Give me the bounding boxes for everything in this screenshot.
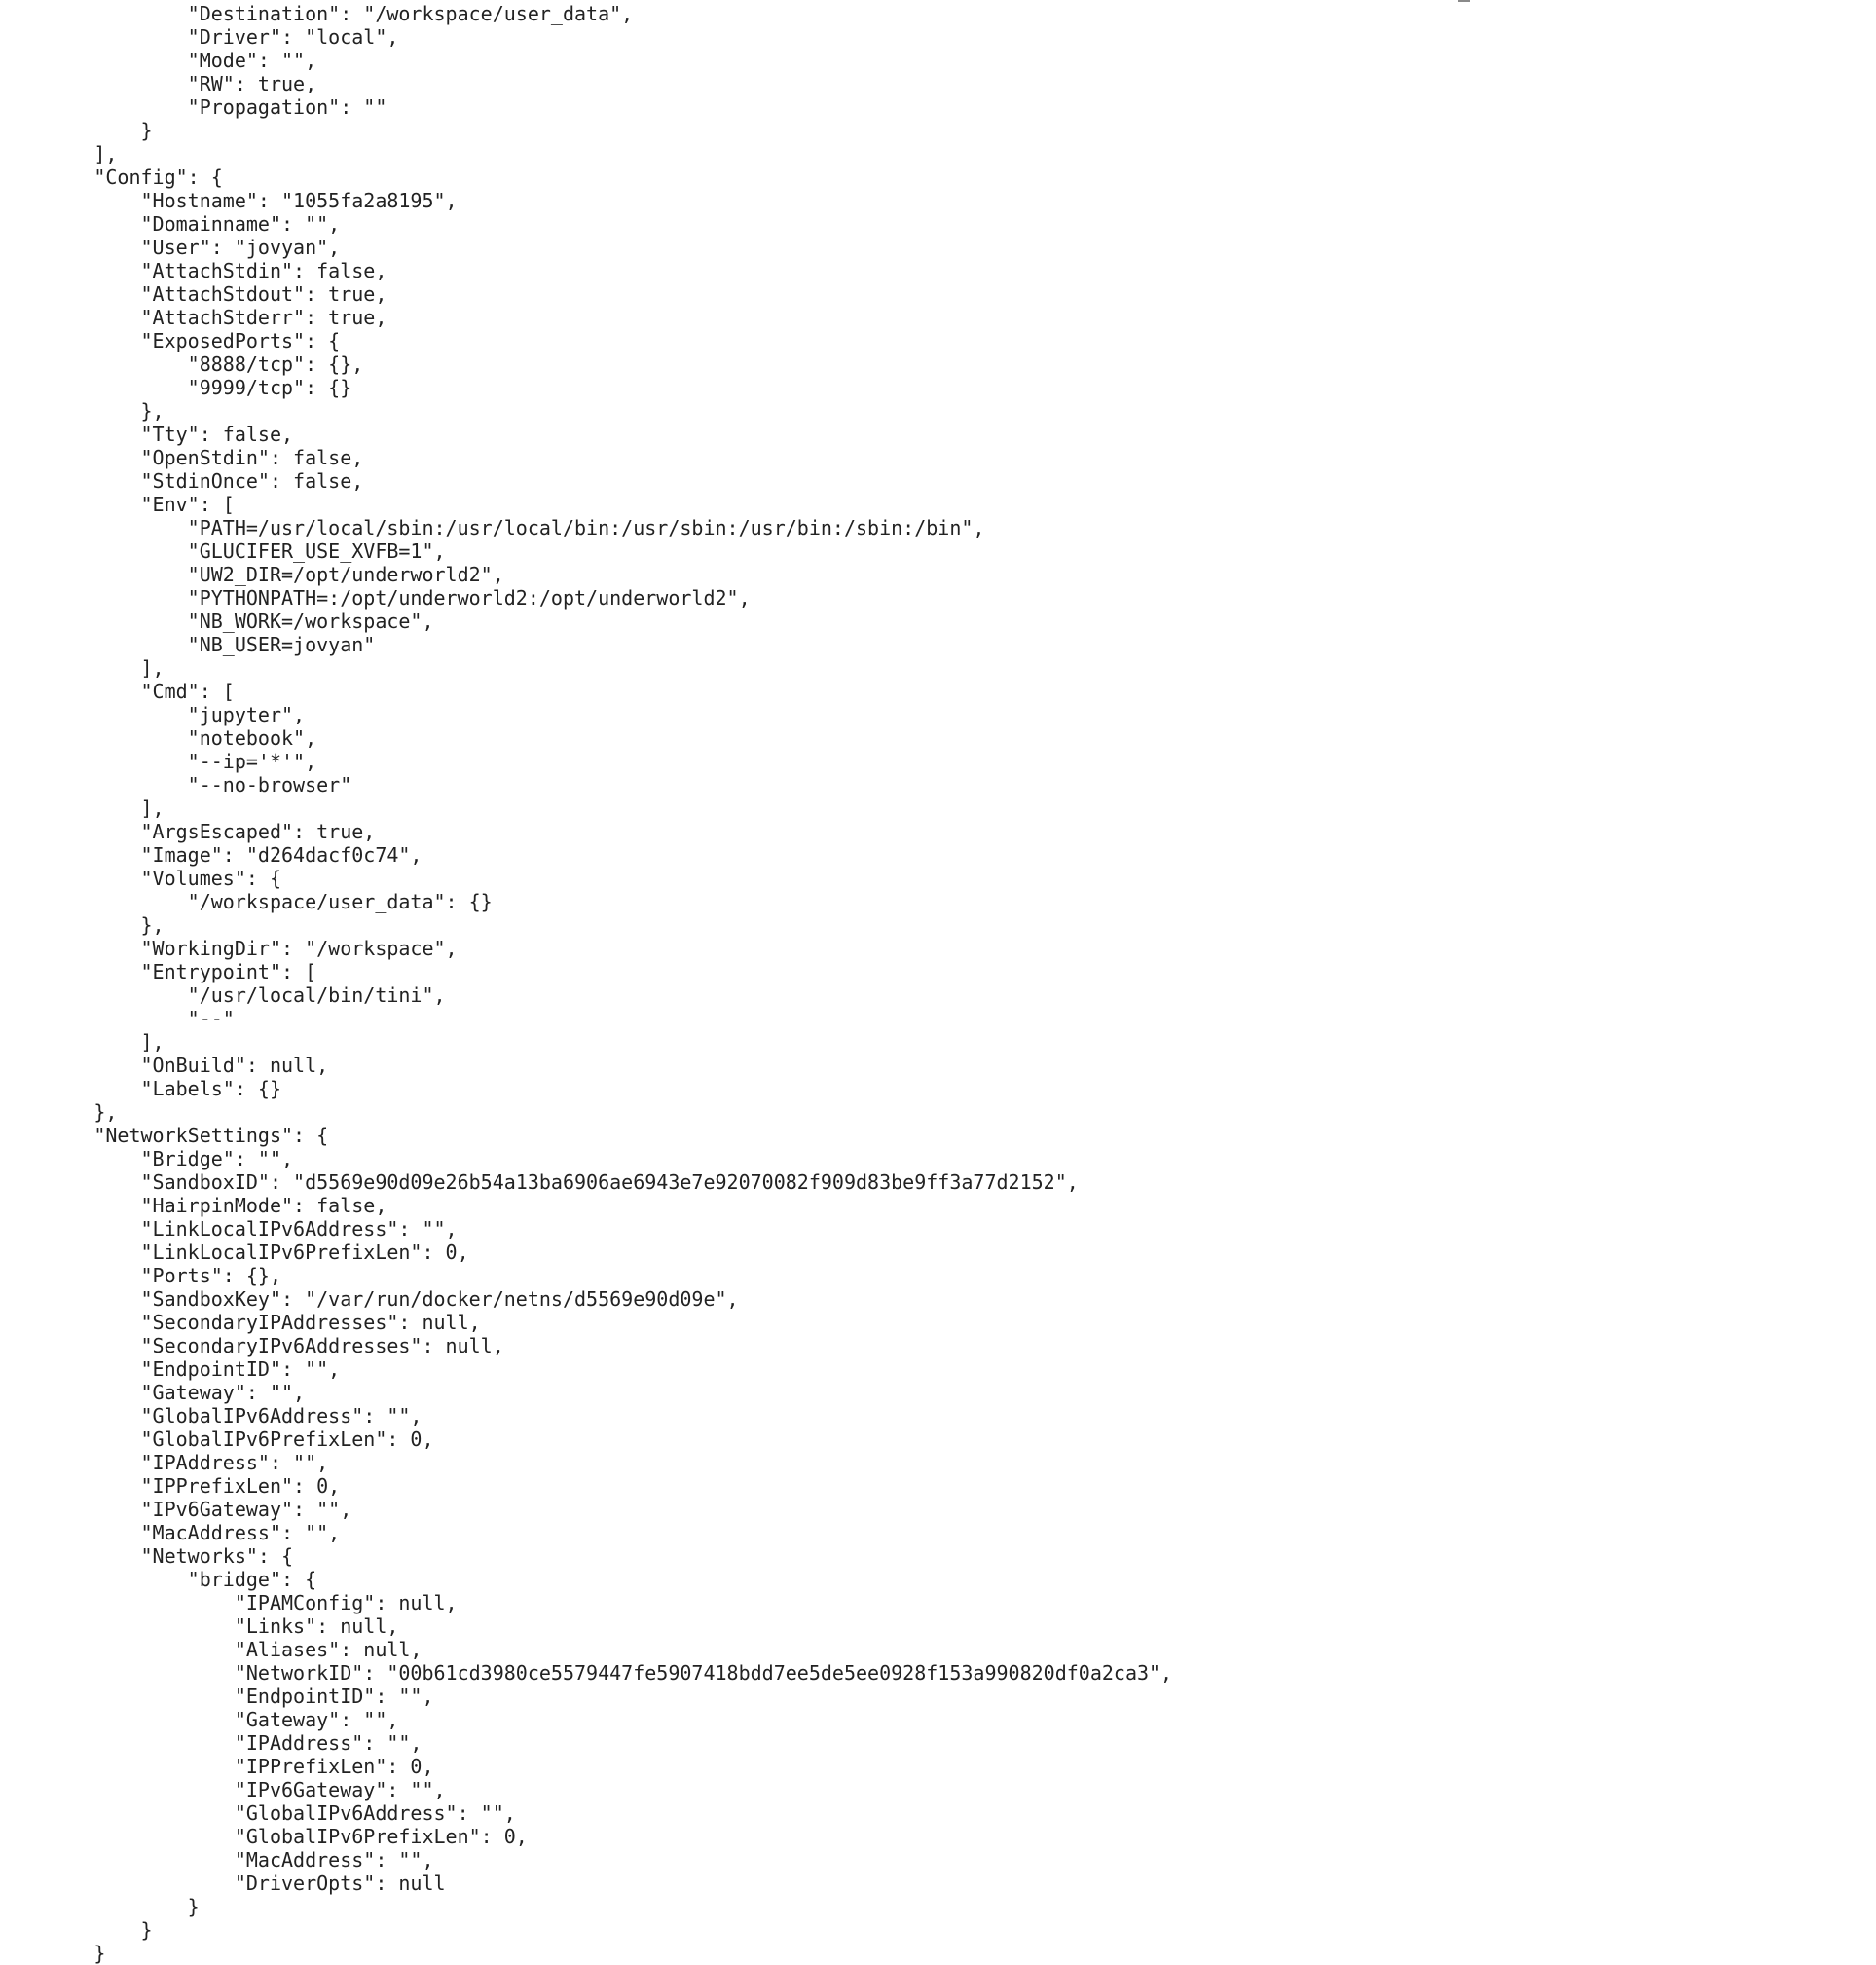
output-line: "ArgsEscaped": true, (0, 820, 376, 843)
output-line: "NetworkID": "00b61cd3980ce5579447fe5907418bdd7ee5de5ee0928f153a990820df0a2ca3", (0, 1661, 1173, 1685)
output-line: "Cmd": [ (0, 680, 235, 703)
output-line: "AttachStderr": true, (0, 306, 387, 329)
output-line: "--ip='*'", (0, 750, 317, 773)
output-line: "IPAMConfig": null, (0, 1591, 458, 1614)
output-line: "NB_USER=jovyan" (0, 633, 376, 656)
output-line: "User": "jovyan", (0, 236, 341, 259)
output-line: "GLUCIFER_USE_XVFB=1", (0, 539, 446, 563)
output-line: "Driver": "local", (0, 25, 399, 49)
output-line: ], (0, 142, 118, 166)
output-line: "LinkLocalIPv6Address": "", (0, 1217, 458, 1241)
output-line: "NB_WORK=/workspace", (0, 610, 434, 633)
output-line: "ExposedPorts": { (0, 329, 341, 352)
output-line: "UW2_DIR=/opt/underworld2", (0, 563, 504, 586)
output-line: "Destination": "/workspace/user_data", (0, 2, 634, 25)
output-line: "GlobalIPv6PrefixLen": 0, (0, 1825, 528, 1848)
output-line: "AttachStdout": true, (0, 282, 387, 306)
output-line: "Volumes": { (0, 867, 281, 890)
output-line: "MacAddress": "", (0, 1521, 341, 1544)
output-line: "Config": { (0, 166, 223, 189)
output-line: "Labels": {} (0, 1077, 281, 1100)
output-line: "/workspace/user_data": {} (0, 890, 493, 913)
output-line: "SandboxID": "d5569e90d09e26b54a13ba6906ae6943e7e92070082f909d83be9ff3a77d2152", (0, 1170, 1079, 1194)
output-line: "StdinOnce": false, (0, 469, 364, 493)
output-line: "PATH=/usr/local/sbin:/usr/local/bin:/usr/sbin:/usr/bin:/sbin:/bin", (0, 516, 985, 539)
output-line: "OnBuild": null, (0, 1054, 329, 1077)
output-line: ], (0, 656, 165, 680)
output-line: "PYTHONPATH=:/opt/underworld2:/opt/underworld2", (0, 586, 751, 610)
output-line: "Aliases": null, (0, 1638, 423, 1661)
output-line: } (0, 1918, 153, 1942)
text-cursor-mark (1458, 0, 1470, 2)
output-line: "Hostname": "1055fa2a8195", (0, 189, 458, 212)
output-line: "MacAddress": "", (0, 1848, 434, 1872)
output-line: "SecondaryIPAddresses": null, (0, 1311, 481, 1334)
output-line: "jupyter", (0, 703, 306, 726)
output-line: "8888/tcp": {}, (0, 352, 364, 376)
output-line: "IPAddress": "", (0, 1451, 329, 1474)
output-line: "RW": true, (0, 72, 317, 95)
output-line: } (0, 1895, 200, 1918)
output-line: "GlobalIPv6PrefixLen": 0, (0, 1427, 434, 1451)
output-line: "EndpointID": "", (0, 1685, 434, 1708)
output-line: }, (0, 399, 165, 423)
output-line: "Gateway": "", (0, 1708, 399, 1731)
output-line: }, (0, 1100, 118, 1124)
output-line: "AttachStdin": false, (0, 259, 387, 282)
json-output (0, 2, 1172, 1965)
output-line: "Bridge": "", (0, 1147, 294, 1170)
output-line: "/usr/local/bin/tini", (0, 983, 446, 1007)
output-line: "Propagation": "" (0, 95, 387, 119)
output-line: "SecondaryIPv6Addresses": null, (0, 1334, 504, 1357)
output-line: "Mode": "", (0, 49, 317, 72)
output-line: } (0, 1942, 106, 1965)
output-line: "Env": [ (0, 493, 235, 516)
output-line: "Image": "d264dacf0c74", (0, 843, 423, 867)
output-line: "EndpointID": "", (0, 1357, 341, 1381)
output-line: "--" (0, 1007, 235, 1030)
output-line: "GlobalIPv6Address": "", (0, 1801, 516, 1825)
output-line: "--no-browser" (0, 773, 352, 797)
output-line: "bridge": { (0, 1568, 317, 1591)
output-line: "Domainname": "", (0, 212, 341, 236)
output-line: "WorkingDir": "/workspace", (0, 937, 458, 960)
output-line: "SandboxKey": "/var/run/docker/netns/d5569e90d09e", (0, 1287, 739, 1311)
output-line: "IPv6Gateway": "", (0, 1778, 446, 1801)
output-line: "LinkLocalIPv6PrefixLen": 0, (0, 1241, 469, 1264)
output-line: "NetworkSettings": { (0, 1124, 329, 1147)
output-line: "Entrypoint": [ (0, 960, 317, 983)
output-line: "Links": null, (0, 1614, 399, 1638)
output-line: "Networks": { (0, 1544, 294, 1568)
output-line: ], (0, 797, 165, 820)
output-line: "IPPrefixLen": 0, (0, 1474, 341, 1498)
output-line: "OpenStdin": false, (0, 446, 364, 469)
output-line: "notebook", (0, 726, 317, 750)
output-line: } (0, 119, 153, 142)
output-line: "GlobalIPv6Address": "", (0, 1404, 423, 1427)
output-line: ], (0, 1030, 165, 1054)
output-line: "IPAddress": "", (0, 1731, 423, 1755)
output-line: }, (0, 913, 165, 937)
output-line: "Gateway": "", (0, 1381, 306, 1404)
output-line: "IPPrefixLen": 0, (0, 1755, 434, 1778)
output-line: "HairpinMode": false, (0, 1194, 387, 1217)
output-line: "Ports": {}, (0, 1264, 281, 1287)
output-line: "9999/tcp": {} (0, 376, 352, 399)
output-line: "DriverOpts": null (0, 1872, 446, 1895)
output-line: "Tty": false, (0, 423, 294, 446)
output-line: "IPv6Gateway": "", (0, 1498, 352, 1521)
